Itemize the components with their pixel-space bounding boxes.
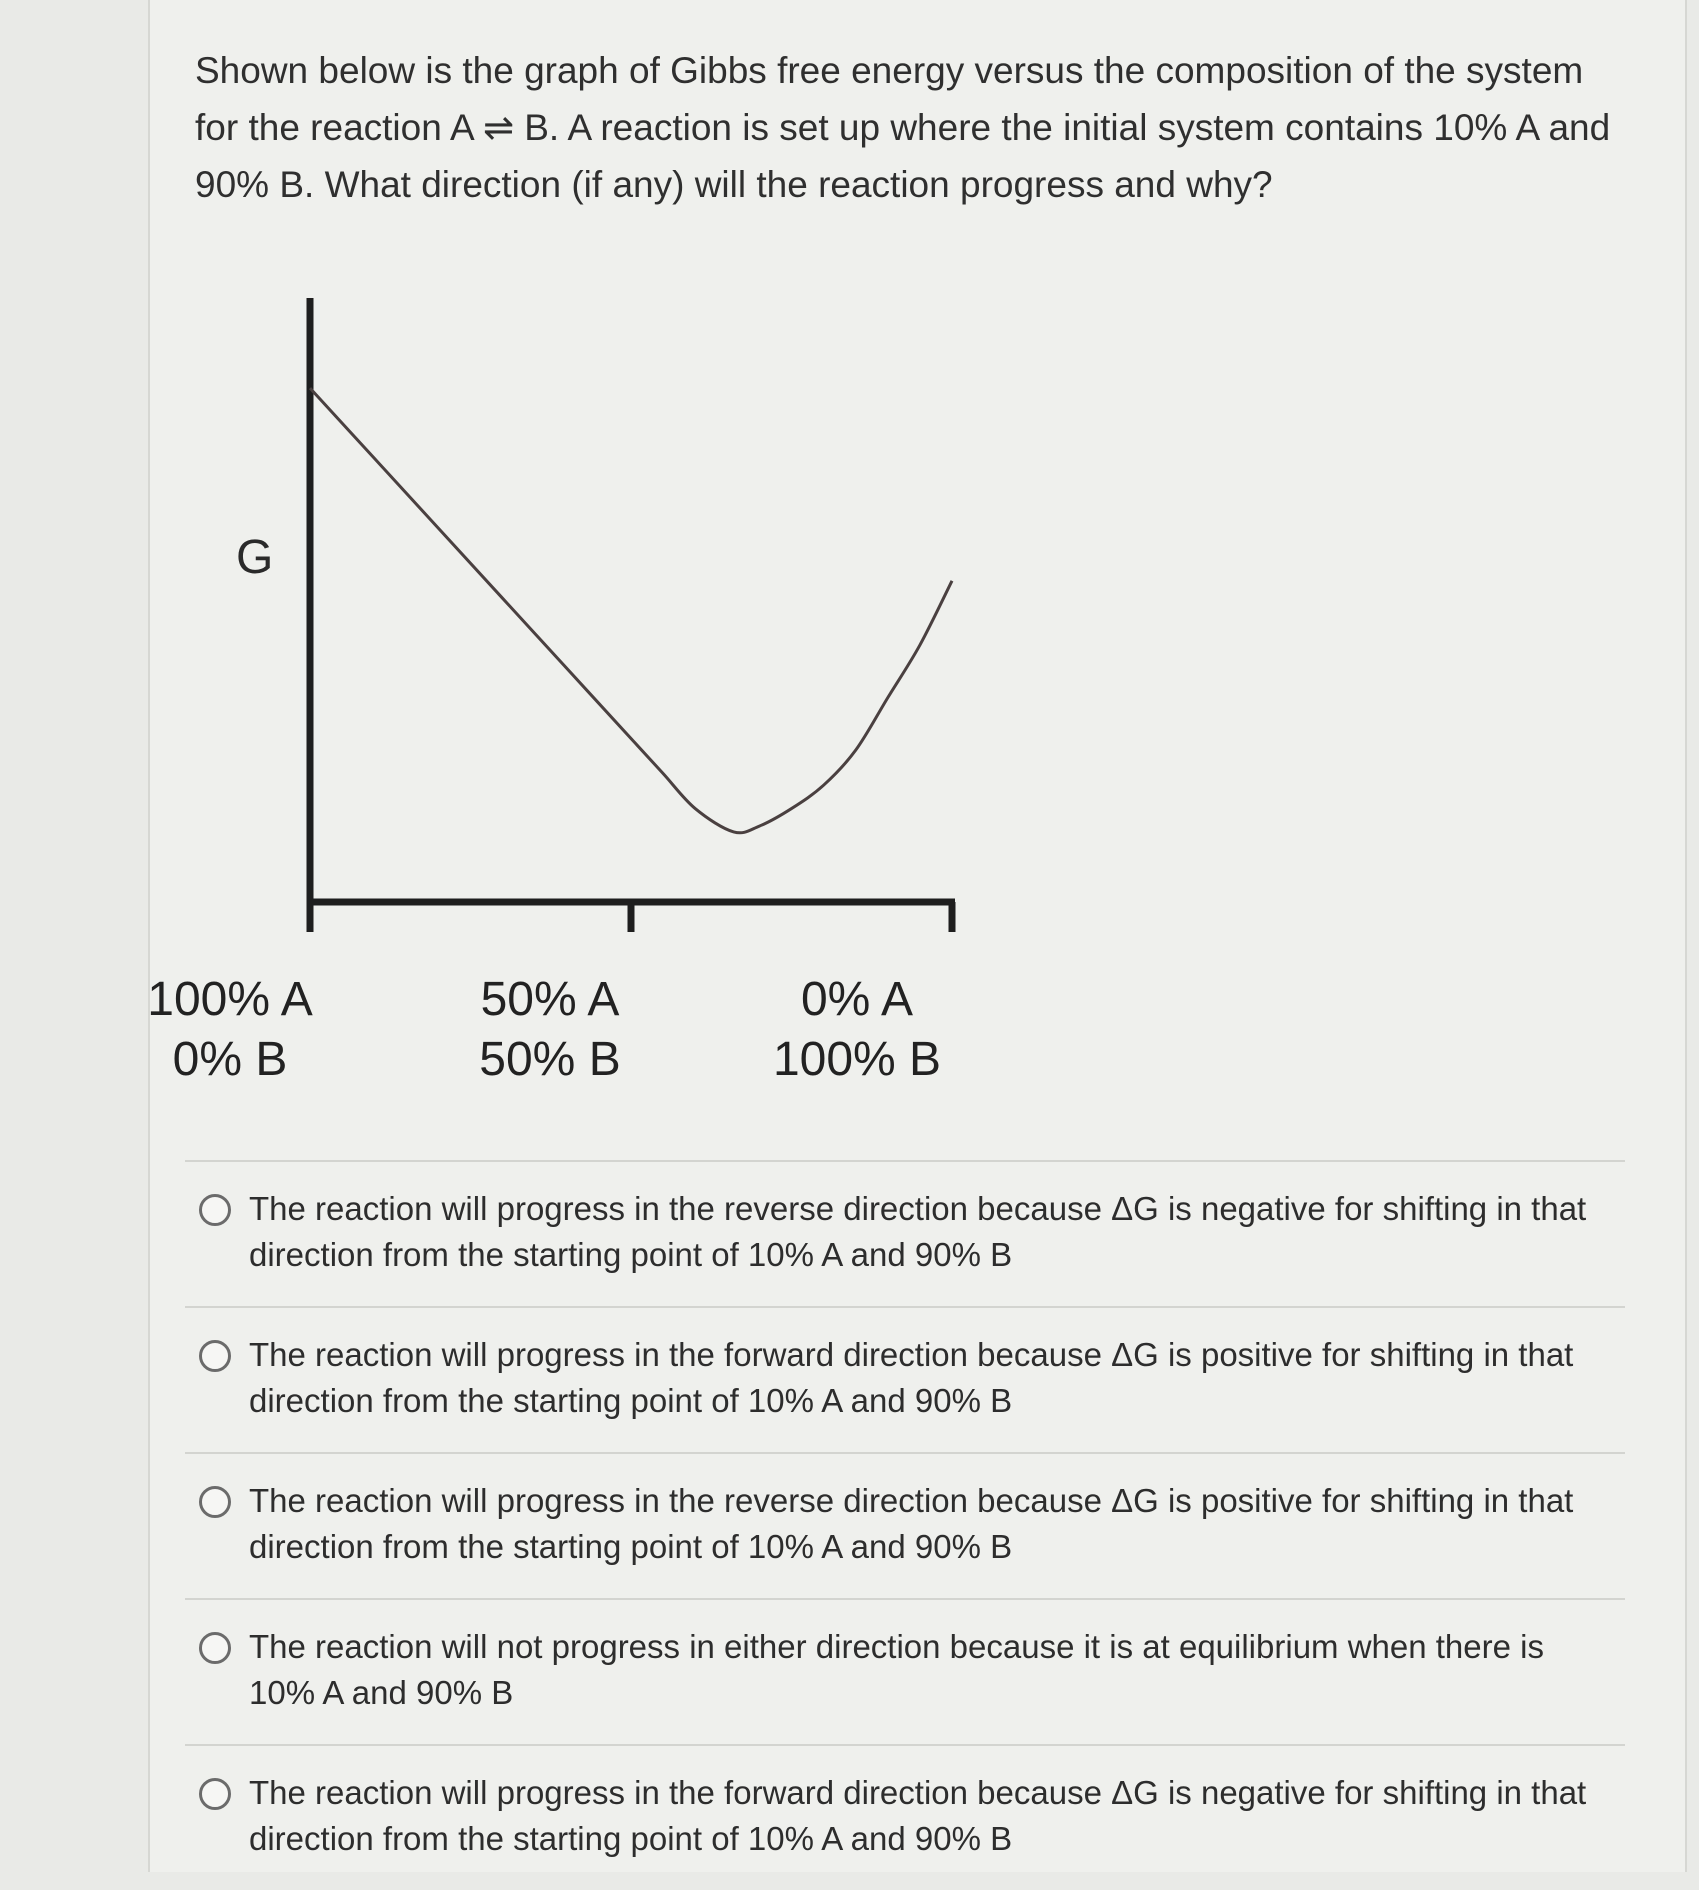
gibbs-curve (310, 388, 952, 833)
tick-label-50a (430, 970, 670, 1090)
answer-option-text: The reaction will progress in the forward direction because ΔG is negative for shifting in that direction from the starting point of 10% A and 90% B (249, 1774, 1587, 1857)
answer-option-4[interactable] (185, 1600, 1625, 1744)
answer-option-3[interactable] (185, 1454, 1625, 1598)
answer-options (185, 1160, 1625, 1890)
chart-axes (307, 298, 955, 932)
tick-label-line1: 50% A (480, 973, 620, 1026)
answer-option-text: The reaction will progress in the reverse direction because ΔG is negative for shifting in that direction from the starting point of 10% A and 90% B (249, 1190, 1587, 1273)
answer-option-1[interactable] (185, 1162, 1625, 1306)
tick-label-line2: 0% B (172, 1033, 288, 1086)
y-axis-label: G (236, 531, 274, 584)
radio-button[interactable] (199, 1194, 231, 1226)
tick-label-line2: 100% B (772, 1033, 942, 1086)
radio-button[interactable] (199, 1632, 231, 1664)
tick-label-line2: 50% B (479, 1033, 621, 1086)
radio-button[interactable] (199, 1340, 231, 1372)
tick-label-100a (110, 970, 350, 1090)
answer-option-text: The reaction will not progress in either direction because it is at equilibrium when there is 10% A and 90% B (249, 1628, 1544, 1711)
answer-option-text: The reaction will progress in the forward direction because ΔG is positive for shifting in that direction from the starting point of 10% A and 90% B (249, 1336, 1574, 1419)
gibbs-energy-graph (147, 280, 1100, 1100)
tick-label-line1: 0% A (800, 973, 914, 1026)
answer-option-text: The reaction will progress in the reverse direction because ΔG is positive for shifting in that direction from the starting point of 10% A and 90% B (249, 1482, 1574, 1565)
answer-option-5[interactable] (185, 1746, 1625, 1890)
radio-button[interactable] (199, 1486, 231, 1518)
answer-option-2[interactable] (185, 1308, 1625, 1452)
radio-button[interactable] (199, 1778, 231, 1810)
tick-label-0a (737, 970, 977, 1090)
chart-ticks (310, 902, 952, 932)
question-text: Shown below is the graph of Gibbs free energy versus the composition of the system for the reaction A ⇌ B. A reaction is set up where the initial system contains 10% A and 90% B. What direction (if any) will the reaction progress and why? (195, 50, 1611, 205)
tick-label-line1: 100% A (147, 973, 313, 1026)
